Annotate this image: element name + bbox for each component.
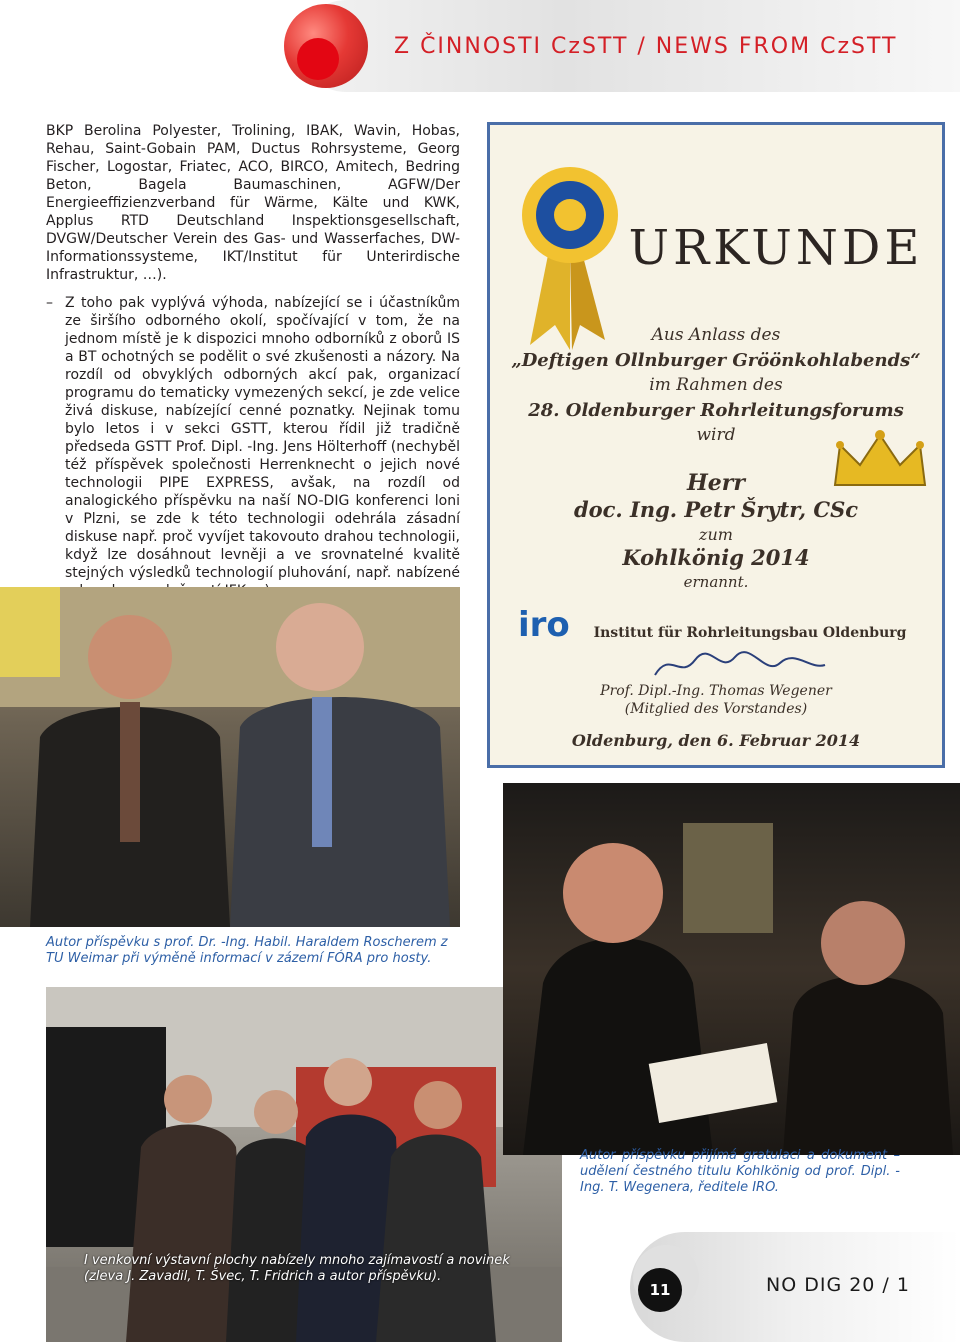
award-photo — [503, 783, 960, 1155]
section-title: Z ČINNOSTI CzSTT / NEWS FROM CzSTT — [394, 34, 898, 59]
outdoor-illustration — [46, 987, 562, 1342]
certificate-line-6: Herr — [687, 470, 745, 496]
certificate-line-3: im Rahmen des — [649, 375, 783, 395]
award-caption: Autor příspěvku přijímá gratulaci a dokument – udělení čestného titulu Kohlkönig od prof. Dipl. -Ing. T. Wegenera, ředitele IRO. — [580, 1148, 900, 1195]
certificate-institute: Institut für Rohrleitungsbau Oldenburg — [593, 625, 907, 641]
portrait-illustration — [0, 587, 460, 927]
certificate-line-4: 28. Oldenburger Rohrleitungsforums — [528, 400, 904, 421]
article-body — [46, 122, 460, 610]
certificate-line-1: Aus Anlass des — [651, 325, 781, 345]
certificate-line-8: zum — [699, 525, 733, 544]
certificate-signer: Prof. Dipl.-Ing. Thomas Wegener — [600, 683, 832, 699]
iro-logo: iro — [518, 605, 570, 645]
issue-label: NO DIG 20 / 1 — [766, 1274, 910, 1296]
award-illustration — [503, 783, 960, 1155]
certificate-line-7: doc. Ing. Petr Šrytr, CSc — [573, 497, 859, 522]
certificate-line-9: Kohlkönig 2014 — [622, 545, 810, 570]
outdoor-caption: I venkovní výstavní plochy nabízely mnoho zajímavostí a novinek (zleva J. Zavadil, T. Švec, T. Fridrich a autor příspěvku). — [84, 1253, 510, 1284]
signature-icon — [650, 645, 830, 685]
page-number: 11 — [638, 1268, 682, 1312]
article-paragraph-1: BKP Berolina Polyester, Trolining, IBAK, Wavin, Hobas, Rehau, Saint-Gobain PAM, Ductus Rohrsysteme, Georg Fischer, Logostar, Friatec, ACO, BIRCO, Amitech, Bedring Beton, Bagela Baumaschinen, AGFW/Der Energieeffizienzverband für Wärme, Kälte und KWK, Applus RTD Deutschland Inspektionsgesellschaft, DVGW/Deutscher Verein des Gas- und Wasserfaches, DW-Informationssysteme, IKT/Institut für Unterirdische Infrastruktur, …). — [46, 123, 460, 283]
certificate-line-5: wird — [696, 425, 736, 445]
certificate-title: URKUNDE — [628, 220, 924, 276]
certificate-line-10: ernannt. — [683, 573, 749, 591]
certificate-line-2: „Deftigen Ollnburger Gröönkohlabends“ — [511, 350, 921, 371]
portrait-photo — [0, 587, 460, 927]
outdoor-photo — [46, 987, 562, 1342]
certificate-signer-role: (Mitglied des Vorstandes) — [624, 701, 808, 717]
paragraph-2-text: Z toho pak vyplývá výhoda, nabízející se i účastníkům ze širšího odborného okolí, spočívající v tom, že na jednom místě je k dispozici mnoho odborníků z oborů IS a BT ochotných se podělit o své zkušenosti a názory. Na rozdíl od obvyklých odborných akcí pak, organizací programu do tematicky vymezených sekcí, je zde velice živá diskuse, nabízející cenné poznatky. Nejinak tomu bylo letos i v sekci GSTT, kterou řídil již tradičně předseda GSTT Prof. Dipl. -Ing. Jens Hölterhoff (nechyběl též příspěvek společnosti Herrenknecht o jejich nové technologii PIPE EXPRESS, avšak, na rozdíl od analogického příspěvku na naší NO-DIG konferenci loni v Plzni, se zde k této technologii odehrála zásadní diskuse např. proč vyvíjet takovouto drahou technologii, když lze dosáhnout levněji a ve srovnatelné kvalitě stejných výsledků technologií pluhování, např. nabízené — [65, 295, 460, 581]
certificate-place-date: Oldenburg, den 6. Februar 2014 — [571, 731, 861, 750]
portrait-caption: Autor příspěvku s prof. Dr. -Ing. Habil. Haraldem Roscherem z TU Weimar při výměně informací v zázemí FÓRA pro hosty. — [46, 935, 448, 966]
article-paragraph-2 — [46, 294, 460, 600]
header-red-dot — [297, 38, 339, 80]
certificate-photo — [487, 122, 945, 768]
dash-marker: – — [46, 295, 53, 311]
